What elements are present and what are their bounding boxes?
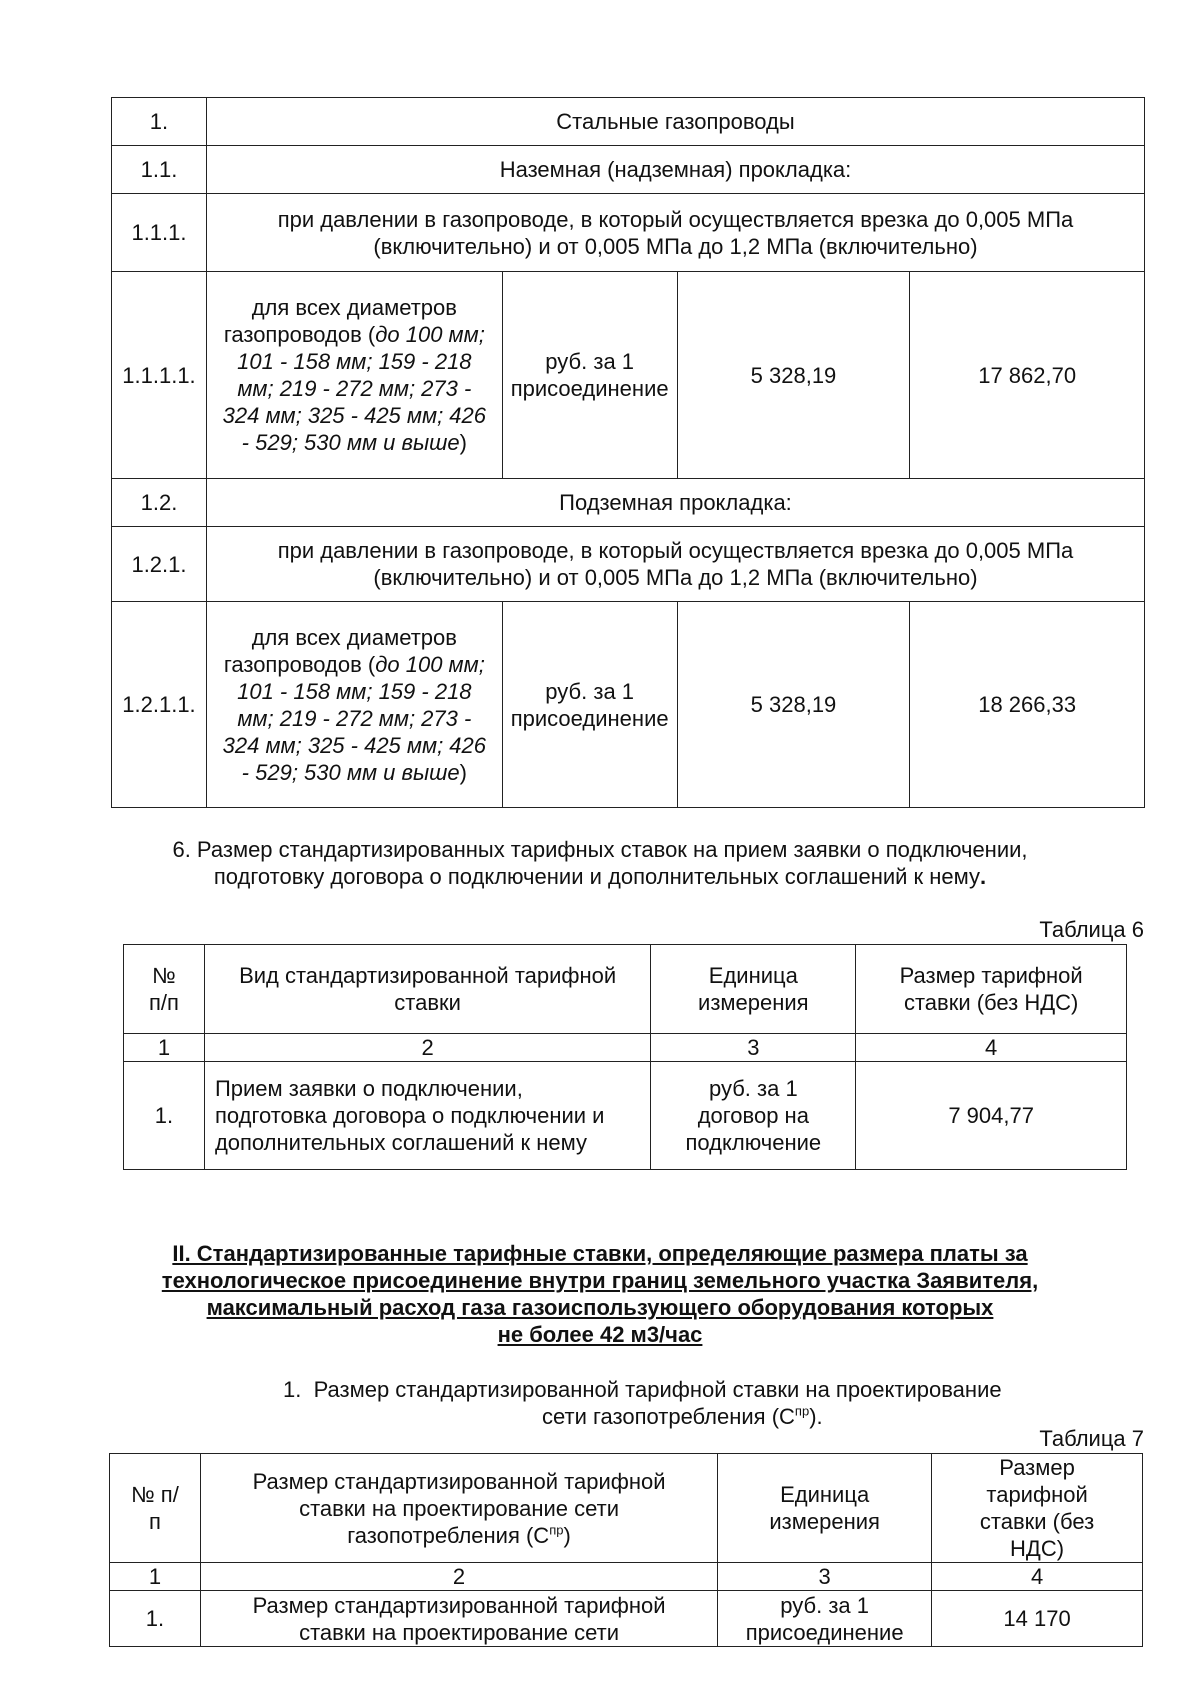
table7-caption: Таблица 7 xyxy=(1039,1426,1144,1451)
value-cell: 14 170 xyxy=(932,1591,1143,1647)
unit-cell: руб. за 1 договор на подключение xyxy=(651,1062,856,1170)
value-cell: 18 266,33 xyxy=(910,602,1145,808)
table-row xyxy=(112,98,1145,146)
section2-title-line3: максимальный расход газа газоиспользующего оборудования которых xyxy=(206,1295,994,1320)
item-sup: пр xyxy=(794,1403,810,1419)
table-header-row xyxy=(124,945,1127,1034)
table-row xyxy=(110,1591,1143,1647)
row-number: 1.2.1.1. xyxy=(112,602,207,808)
table-index-row xyxy=(110,1563,1143,1591)
header-num: № п/п xyxy=(124,945,205,1034)
row-description: Прием заявки о подключении, подготовка договора о подключении и дополнительных соглашений к нему xyxy=(204,1062,650,1170)
unit-cell: руб. за 1 присоединение xyxy=(718,1591,932,1647)
section6-heading-line2 xyxy=(0,863,1200,890)
item-text: сети газопотребления (С xyxy=(542,1404,795,1429)
heading-dot: . xyxy=(980,864,987,889)
unit-cell: руб. за 1 присоединение xyxy=(502,272,677,479)
header-type: Вид стандартизированной тарифной ставки xyxy=(204,945,650,1034)
header-num: № п/п xyxy=(110,1454,201,1563)
index-cell: 2 xyxy=(200,1563,717,1591)
row-text: Подземная прокладка: xyxy=(206,479,1144,527)
row-number: 1.1. xyxy=(112,146,207,194)
row-number: 1. xyxy=(110,1591,201,1647)
table-row xyxy=(112,194,1145,272)
section2-title-line1: II. Стандартизированные тарифные ставки, определяющие размера платы за xyxy=(172,1241,1028,1266)
desc-lead: для всех диаметров газопроводов ( xyxy=(223,624,457,677)
row-description: Размер стандартизированной тарифной ставки на проектирование сети xyxy=(200,1591,717,1647)
header-rate: Размер тарифной ставки (без НДС) xyxy=(856,945,1127,1034)
table-row xyxy=(112,527,1145,602)
row-number: 1.2.1. xyxy=(112,527,207,602)
section6-heading-line1: 6. Размер стандартизированных тарифных ставок на прием заявки о подключении, xyxy=(172,837,1028,862)
header-unit: Единица измерения xyxy=(651,945,856,1034)
item1-line2 xyxy=(542,1403,823,1430)
table-7 xyxy=(109,1453,1143,1647)
desc-lead: для всех диаметров газопроводов ( xyxy=(223,295,457,347)
table-row xyxy=(124,1062,1127,1170)
diameter-description xyxy=(206,602,502,808)
steel-pipelines-table xyxy=(111,97,1145,808)
row-number: 1. xyxy=(124,1062,205,1170)
row-number: 1.1.1. xyxy=(112,194,207,272)
section2-title-line4: не более 42 м3/час xyxy=(497,1322,703,1347)
value-cell: 17 862,70 xyxy=(910,272,1145,479)
header-sup: пр xyxy=(549,1522,564,1538)
index-cell: 2 xyxy=(204,1034,650,1062)
item-tail: ). xyxy=(809,1404,823,1429)
section2-title-line2: технологическое присоединение внутри границ земельного участка Заявителя, xyxy=(161,1268,1039,1293)
desc-tail: ) xyxy=(459,759,467,785)
header-unit: Единица измерения xyxy=(718,1454,932,1563)
header-rate: Размер тарифной ставки (без НДС) xyxy=(932,1454,1143,1563)
row-number: 1. xyxy=(112,98,207,146)
table-header-row xyxy=(110,1454,1143,1563)
index-cell: 4 xyxy=(932,1563,1143,1591)
index-cell: 1 xyxy=(124,1034,205,1062)
table-row xyxy=(112,479,1145,527)
index-cell: 3 xyxy=(651,1034,856,1062)
header-type xyxy=(200,1454,717,1563)
item1-line1: 1. Размер стандартизированной тарифной ставки на проектирование xyxy=(283,1377,1002,1402)
table-row xyxy=(112,272,1145,479)
table-6 xyxy=(123,944,1127,1170)
table-index-row xyxy=(124,1034,1127,1062)
table-row xyxy=(112,146,1145,194)
header-type-text: Размер стандартизированной тарифной ставки на проектирование сети газопотребления (С xyxy=(252,1468,666,1548)
index-cell: 3 xyxy=(718,1563,932,1591)
index-cell: 1 xyxy=(110,1563,201,1591)
index-cell: 4 xyxy=(856,1034,1127,1062)
row-number: 1.1.1.1. xyxy=(112,272,207,479)
table6-caption: Таблица 6 xyxy=(1039,917,1144,942)
diameter-description xyxy=(206,272,502,479)
row-text: Стальные газопроводы xyxy=(206,98,1144,146)
row-text: при давлении в газопроводе, в который осуществляется врезка до 0,005 МПа (включительно) и от 0,005 МПа до 1,2 МПа (включительно) xyxy=(206,527,1144,602)
desc-diameters: до 100 мм; 101 - 158 мм; 159 - 218 мм; 219 - 272 мм; 273 - 324 мм; 325 - 425 мм; 426 - 529; 530 мм и выше xyxy=(222,651,487,785)
table-row xyxy=(112,602,1145,808)
header-tail: ) xyxy=(563,1522,571,1548)
row-text: при давлении в газопроводе, в который осуществляется врезка до 0,005 МПа (включительно) и от 0,005 МПа до 1,2 МПа (включительно) xyxy=(206,194,1144,272)
value-cell: 5 328,19 xyxy=(677,272,910,479)
row-text: Наземная (надземная) прокладка: xyxy=(206,146,1144,194)
desc-diameters: до 100 мм; 101 - 158 мм; 159 - 218 мм; 219 - 272 мм; 273 - 324 мм; 325 - 425 мм; 426 - 529; 530 мм и выше xyxy=(222,322,487,455)
value-cell: 7 904,77 xyxy=(856,1062,1127,1170)
unit-cell: руб. за 1 присоединение xyxy=(502,602,677,808)
heading-text: подготовку договора о подключении и дополнительных соглашений к нему xyxy=(213,864,981,889)
row-number: 1.2. xyxy=(112,479,207,527)
desc-tail: ) xyxy=(459,430,467,455)
value-cell: 5 328,19 xyxy=(677,602,910,808)
